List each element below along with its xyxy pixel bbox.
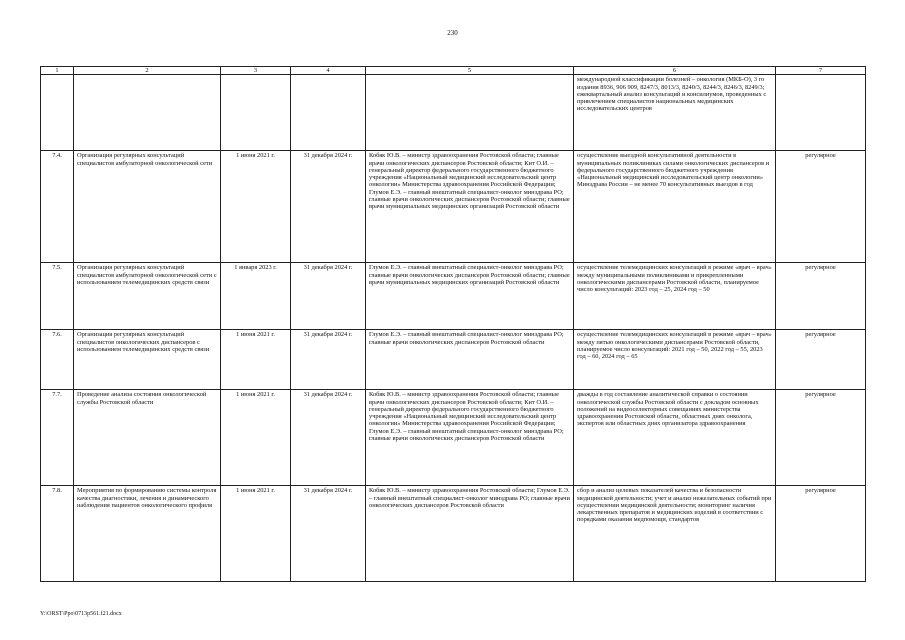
- expected-result: дважды в год составление аналитической справки о состоянии онкологической службы Ростовской области с докладом основных положений на видеоселекторных совещаниях министерства здравоохранения Ростовской области, областных днях онколога, экспертов или областных днях организатора здравоохранения: [574, 390, 776, 486]
- row-number: 7.6.: [41, 330, 74, 390]
- executors: Кобяк Ю.В. – министр здравоохранения Ростовской области; Глумов Е.Э. – главный внештатный специалист-онколог минздрава РО; главные врачи онкологических диспансеров Ростовской области: [366, 486, 574, 582]
- activity-name: [74, 75, 221, 151]
- activity-name: Проведение анализа состояния онкологической службы Ростовской области: [74, 390, 221, 486]
- expected-result: международной классификации болезней – онкология (МКБ-О), 3 го издания 8936, 906 909, 8247/3, 8013/3, 8240/3, 8244/3, 8246/3, 8249/3; ежеквартальный анализ консультаций и консилиумов, проведенных с привлечением специалистов национальных медицинских исследовательских центров: [574, 75, 776, 151]
- column-header: 4: [291, 67, 366, 75]
- end-date: [291, 75, 366, 151]
- row-number: 7.4.: [41, 151, 74, 263]
- expected-result: осуществление телемедицинских консультаций в режиме «врач – врач» между пятью онкологическими диспансерами Ростовской области, планируемое число консультаций: 2021 год – 50, 2022 год – 55, 2023 год – 60, 2024 год – 65: [574, 330, 776, 390]
- executors: Глумов Е.Э. – главный внештатный специалист-онколог минздрава РО; главные врачи онкологических диспансеров Ростовской области: [366, 330, 574, 390]
- end-date: 31 декабря 2024 г.: [291, 151, 366, 263]
- end-date: 31 декабря 2024 г.: [291, 263, 366, 330]
- start-date: 1 июня 2021 г.: [221, 486, 291, 582]
- row-number: [41, 75, 74, 151]
- expected-result: осуществление выездной консультативной деятельности в муниципальных поликлиниках силами онкологических диспансеров и федерального государственного бюджетного учреждения «Национальный медицинский исследовательский центр онкологии» Минздрава России – не менее 70 консультативных выездов в год: [574, 151, 776, 263]
- row-number: 7.8.: [41, 486, 74, 582]
- activity-name: Мероприятия по формированию системы контроля качества диагностики, лечения и динамического наблюдения пациентов онкологического профиля: [74, 486, 221, 582]
- end-date: 31 декабря 2024 г.: [291, 330, 366, 390]
- expected-result: осуществление телемедицинских консультаций в режиме «врач – врач» между муниципальными поликлиниками и прикрепленными онкологическими диспансерами Ростовской области, планируемое число консультаций: 2023 год – 25, 2024 год – 50: [574, 263, 776, 330]
- table-row: [41, 151, 866, 263]
- page-number: 230: [447, 29, 458, 37]
- end-date: 31 декабря 2024 г.: [291, 486, 366, 582]
- activity-name: Организация регулярных консультаций специалистов онкологических диспансеров с использованием телемедицинских средств связи: [74, 330, 221, 390]
- start-date: 1 июня 2021 г.: [221, 151, 291, 263]
- column-header: 3: [221, 67, 291, 75]
- executors: Глумов Е.Э. – главный внештатный специалист-онколог минздрава РО; главные врачи онкологических диспансеров Ростовской области; главные врачи муниципальных медицинских организаций Ростовской области: [366, 263, 574, 330]
- table-row: [41, 390, 866, 486]
- periodicity: [776, 75, 866, 151]
- periodicity: регулярное: [776, 486, 866, 582]
- column-header: 6: [574, 67, 776, 75]
- start-date: 1 января 2023 г.: [221, 263, 291, 330]
- executors: Кобяк Ю.В. – министр здравоохранения Ростовской области; главные врачи онкологических диспансеров Ростовской области; Кит О.И. – генеральный директор федерального государственного бюджетного учреждения «Национальный медицинский исследовательский центр онкологии» Министерства здравоохранения Российской Федерации; Глумов Е.Э. – главный внештатный специалист-онколог минздрава РО; главные врачи онкологических диспансеров Ростовской области: [366, 390, 574, 486]
- executors: Кобяк Ю.В. – министр здравоохранения Ростовской области; главные врачи онкологических диспансеров Ростовской области; Кит О.И. – генеральный директор федерального государственного бюджетного учреждения «Национальный медицинский исследовательский центр онкологии» Министерства здравоохранения Российской Федерации; Глумов Е.Э. – главный внештатный специалист-онколог минздрава РО; главные врачи онкологических диспансеров Ростовской области; главные врачи муниципальных медицинских организаций Ростовской области: [366, 151, 574, 263]
- start-date: 1 июня 2021 г.: [221, 330, 291, 390]
- column-header: 5: [366, 67, 574, 75]
- end-date: 31 декабря 2024 г.: [291, 390, 366, 486]
- periodicity: регулярное: [776, 330, 866, 390]
- table-row: [41, 486, 866, 582]
- periodicity: регулярное: [776, 390, 866, 486]
- table-row: [41, 263, 866, 330]
- column-header: 7: [776, 67, 866, 75]
- start-date: [221, 75, 291, 151]
- periodicity: регулярное: [776, 263, 866, 330]
- table-header-row: [41, 67, 866, 75]
- expected-result: сбор и анализ целевых показателей качества и безопасности медицинской деятельности; учет и анализ нежелательных событий при осуществлении медицинской деятельности; мониторинг наличия лекарственных препаратов и медицинских изделий в соответствии с порядками оказания медпомощи, стандартов: [574, 486, 776, 582]
- document-file-path: Y:\ORST\Ppo\0713p561.f21.docx: [40, 611, 122, 617]
- activity-name: Организация регулярных консультаций специалистов амбулаторной онкологической сети с использованием телемедицинских средств связи: [74, 263, 221, 330]
- start-date: 1 июня 2021 г.: [221, 390, 291, 486]
- row-number: 7.7.: [41, 390, 74, 486]
- activity-name: Организация регулярных консультаций специалистов амбулаторной онкологической сети: [74, 151, 221, 263]
- executors: [366, 75, 574, 151]
- activities-table: [40, 66, 866, 582]
- table-row: [41, 75, 866, 151]
- column-header: 2: [74, 67, 221, 75]
- column-header: 1: [41, 67, 74, 75]
- row-number: 7.5.: [41, 263, 74, 330]
- table-row: [41, 330, 866, 390]
- periodicity: регулярное: [776, 151, 866, 263]
